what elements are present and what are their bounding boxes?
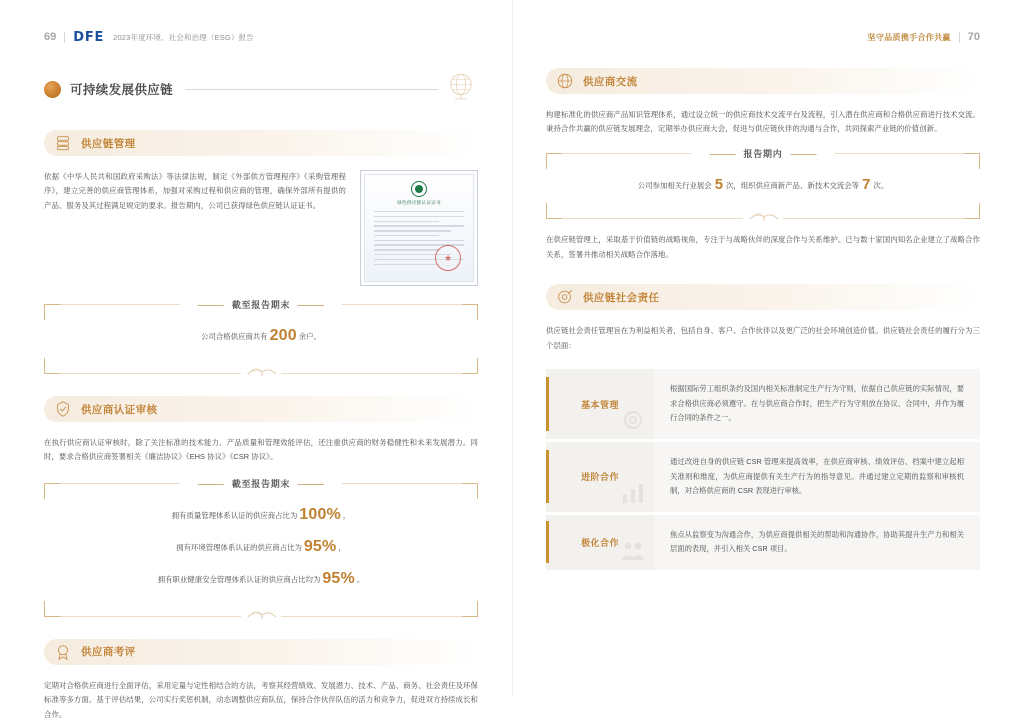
certificate-stamp-icon: [435, 245, 461, 271]
csr-level-description: 根据国际劳工组织条约及国内相关标准制定生产行为守则，依据自己供应链的实际情况，要求合格供应商必须遵守。在与供应商合作时，把生产行为守则放在协议、合同中，并作为履行合同的条件之一。: [654, 369, 980, 439]
subsection-supply-chain-csr: [546, 284, 980, 310]
subsection-title: 供应链社会责任: [583, 291, 660, 304]
slogan-left: 坚守品质: [867, 32, 901, 42]
highlight-title: 截至报告期末: [180, 298, 342, 311]
csr-level-label: [546, 515, 654, 570]
left-page: [0, 0, 512, 719]
table-row: [546, 515, 980, 570]
document-title: 2023年度环境、社会和治理（ESG）报告: [113, 32, 254, 42]
chart-watermark-icon: [618, 478, 648, 508]
gear-watermark-icon: [618, 405, 648, 435]
highlight-value: 200: [269, 327, 297, 344]
highlight-value: 95%: [322, 569, 355, 587]
subsection-supplier-evaluation: [44, 639, 478, 665]
highlight-suffix: ，: [338, 542, 346, 552]
certificate-image: [364, 174, 474, 282]
open-book-icon: [247, 606, 277, 620]
badge-check-icon: [54, 400, 72, 418]
runhead-divider: [959, 32, 960, 43]
highlight-middle: 次，组织供应商新产品、新技术交流会等: [726, 180, 860, 190]
highlight-title: 截至报告期末: [180, 477, 342, 490]
paragraph-supply-chain-csr: 供应链社会责任管理旨在为利益相关者，包括自身、客户、合作伙伴以及更广泛的社会环境创造价值。供应链社会责任的履行分为三个层面：: [546, 326, 980, 350]
highlight-line: [58, 499, 464, 531]
paragraph-supplier-evaluation: 定期对合格供应商进行全面评估，采用定量与定性相结合的方法，考察其经营绩效、发展潜力、技术、产品、商务、社会责任及环保标准等多方面。基于评估结果，公司实行奖惩机制，动态调整供应商队伍，保持合作伙伴队伍的活力和竞争力，促进双方持续成长和合作。: [44, 680, 478, 719]
section-bullet-icon: [44, 81, 61, 98]
highlight-prefix: 公司参加相关行业展会: [637, 180, 712, 190]
page-number-left: 69: [44, 31, 57, 43]
globe-handshake-icon: [556, 72, 574, 90]
csr-level-label: [546, 369, 654, 439]
highlight-line: [58, 531, 464, 563]
slogan-right: 携手合作共赢: [900, 32, 951, 42]
paragraph-supply-chain-management: 依据《中华人民共和国政府采购法》等法律法规，制定《外部供方管理程序》《采购管理程序》，建立完善的供应商管理体系，加强对采购过程和供应商的管理，确保外部所有提供的产品、服务及其过程满足规定的要求。报告期内，公司已获得绿色供应链认证证书。: [44, 172, 346, 210]
company-logo: DFE: [73, 29, 105, 45]
award-icon: [54, 643, 72, 661]
page-number-right: 70: [967, 31, 980, 43]
subsection-supplier-communication: [546, 68, 980, 94]
paragraph-strategic-cooperation: 在供应链管理上，采取基于价值链的战略视角，专注于与战略伙伴的深度合作与关系维护。已与数十家国内知名企业建立了战略合作关系，签署并推动相关战略合作落地。: [546, 235, 980, 259]
book-ornament: [241, 363, 281, 382]
subsection-supply-chain-management: [44, 130, 478, 156]
green-supply-chain-certificate: [360, 170, 478, 286]
csr-level-description: 通过改进自身的供应链 CSR 管理来提高效率，在供应商审核、绩效评估、档案中建立起相关准则和维度，为供应商提供有关生产行为的指导意见。并通过建立定期的监察和审核机制，对合格供应商的 CSR 表现进行审核。: [654, 442, 980, 512]
certificate-seal-icon: [411, 181, 427, 197]
right-running-head: [546, 28, 980, 46]
open-book-icon: [247, 363, 277, 377]
chain-link-icon: [54, 134, 72, 152]
highlight-value-exchanges: 7: [862, 175, 871, 193]
subsection-title: 供应商考评: [81, 646, 136, 659]
subsection-title: 供应商认证审核: [81, 403, 158, 416]
highlight-suffix: 。: [356, 574, 365, 584]
left-running-head: [44, 28, 478, 46]
highlight-prefix: 拥有环境管理体系认证的供应商占比为: [176, 542, 302, 552]
highlight-line: [58, 320, 464, 352]
subsection-title: 供应链管理: [81, 137, 136, 150]
globe-icon: [444, 70, 478, 104]
book-ornament: [241, 606, 281, 625]
section-header: [44, 70, 478, 108]
table-row: [546, 369, 980, 439]
handshake-target-icon: [556, 288, 574, 306]
subsection-title: 供应商交流: [583, 75, 638, 88]
table-row: [546, 442, 980, 512]
runhead-divider: [64, 32, 65, 43]
highlight-title: 报告期内: [692, 147, 835, 160]
right-page: [512, 0, 1024, 695]
highlight-value-exhibitions: 5: [714, 175, 724, 193]
subsection-supplier-certification: [44, 396, 478, 422]
highlight-suffix: 次。: [873, 180, 889, 190]
highlight-prefix: 公司合格供应商共有: [201, 332, 268, 341]
highlight-prefix: 拥有职业健康安全管理体系认证的供应商占比均为: [157, 574, 321, 584]
highlight-value: 95%: [303, 537, 337, 555]
highlight-box-certification-rates: [44, 478, 478, 617]
highlight-box-report-period: [546, 148, 980, 220]
paragraph-supplier-certification: 在执行供应商认证审核时，除了关注标准的技术能力、产品质量和管理效能评估，还注重供应商的财务稳健性和未来发展潜力。同时，要求合格供应商签署相关《廉洁协议》《EHS 协议》《CSR 协议》。: [44, 438, 478, 462]
open-book-icon: [749, 208, 779, 222]
highlight-prefix: 拥有质量管理体系认证的供应商占比为: [171, 510, 298, 520]
section-rule: [185, 89, 438, 90]
paragraph-supplier-communication: 构建标准化的供应商产品知识管理体系，通过设立统一的供应商技术交流平台及流程，引入潜在供应商和合格供应商进行技术交流。秉持合作共赢的供应链发展理念，定期举办供应商大会，促进与供应链伙伴的沟通与合作，共同探索产业链的价值创新。: [546, 110, 980, 134]
highlight-line: [560, 171, 966, 200]
text-with-certificate: [44, 156, 478, 286]
highlight-suffix: 余户。: [298, 332, 321, 341]
section-title: 可持续发展供应链: [70, 83, 174, 97]
highlight-suffix: ，: [342, 510, 351, 520]
highlight-value: 100%: [299, 505, 341, 523]
book-ornament: [743, 208, 783, 227]
csr-level-name: 进阶合作: [581, 472, 619, 483]
certificate-caption: 绿色供应链认证证书: [397, 200, 441, 205]
csr-level-name: 极化合作: [581, 537, 619, 548]
highlight-line: [58, 563, 464, 595]
csr-level-description: 焦点从监察变为沟通合作，为供应商提供相关的帮助和沟通协作，协助其提升生产力和相关层面的表现，并引入相关 CSR 项目。: [654, 515, 980, 570]
paragraph-column: [44, 156, 346, 213]
highlight-box-supplier-count: [44, 300, 478, 374]
people-watermark-icon: [618, 536, 648, 566]
csr-levels-table: [546, 369, 980, 570]
csr-level-name: 基本管理: [581, 399, 619, 410]
csr-level-label: [546, 442, 654, 512]
